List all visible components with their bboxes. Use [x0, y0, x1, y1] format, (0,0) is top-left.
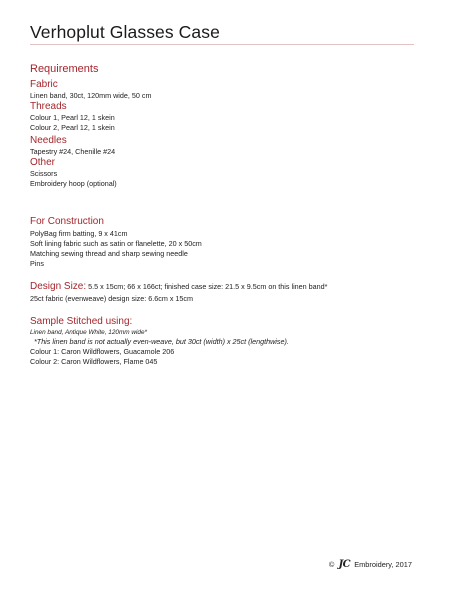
- design-size-heading: Design Size:: [30, 281, 87, 292]
- needles-heading: Needles: [30, 135, 67, 146]
- construction-line-3: Matching sewing thread and sharp sewing needle: [30, 249, 188, 258]
- threads-line-1: Colour 1, Pearl 12, 1 skein: [30, 113, 115, 122]
- sample-footnote: *This linen band is not actually even-weave, but 30ct (width) x 25ct (lengthwise).: [34, 337, 289, 346]
- sample-colour-2: Colour 2: Caron Wildflowers, Flame 045: [30, 357, 158, 366]
- needles-line: Tapestry #24, Chenille #24: [30, 147, 116, 156]
- other-line-2: Embroidery hoop (optional): [30, 179, 117, 188]
- construction-heading: For Construction: [30, 216, 104, 227]
- design-size-line-2: 25ct fabric (evenweave) design size: 6.6cm x 15cm: [30, 294, 193, 303]
- requirements-heading: Requirements: [30, 63, 99, 75]
- footer: [329, 559, 412, 570]
- design-size-text: 5.5 x 15cm; 66 x 166ct; finished case size: 21.5 x 9.5cm on this linen band*: [88, 282, 328, 291]
- sample-heading: Sample Stitched using:: [30, 316, 133, 327]
- sample-colour-1: Colour 1: Caron Wildflowers, Guacamole 206: [30, 347, 175, 356]
- page: [30, 0, 422, 600]
- design-size-row: [30, 282, 327, 291]
- title-divider: [30, 44, 414, 45]
- copyright-symbol: ©: [328, 560, 335, 569]
- construction-line-2: Soft lining fabric such as satin or flanelette, 20 x 50cm: [30, 239, 202, 248]
- jc-logo: JC: [338, 559, 351, 570]
- threads-line-2: Colour 2, Pearl 12, 1 skein: [30, 123, 115, 132]
- fabric-line: Linen band, 30ct, 120mm wide, 50 cm: [30, 91, 152, 100]
- construction-line-1: PolyBag firm batting, 9 x 41cm: [30, 229, 128, 238]
- sample-note: Linen band, Antique White, 120mm wide*: [30, 329, 147, 336]
- footer-text: Embroidery, 2017: [354, 560, 412, 569]
- other-line-1: Scissors: [30, 169, 58, 178]
- page-title: Verhoplut Glasses Case: [30, 22, 220, 42]
- other-heading: Other: [30, 157, 56, 168]
- construction-line-4: Pins: [30, 259, 44, 268]
- threads-heading: Threads: [30, 101, 67, 112]
- fabric-heading: Fabric: [30, 79, 58, 90]
